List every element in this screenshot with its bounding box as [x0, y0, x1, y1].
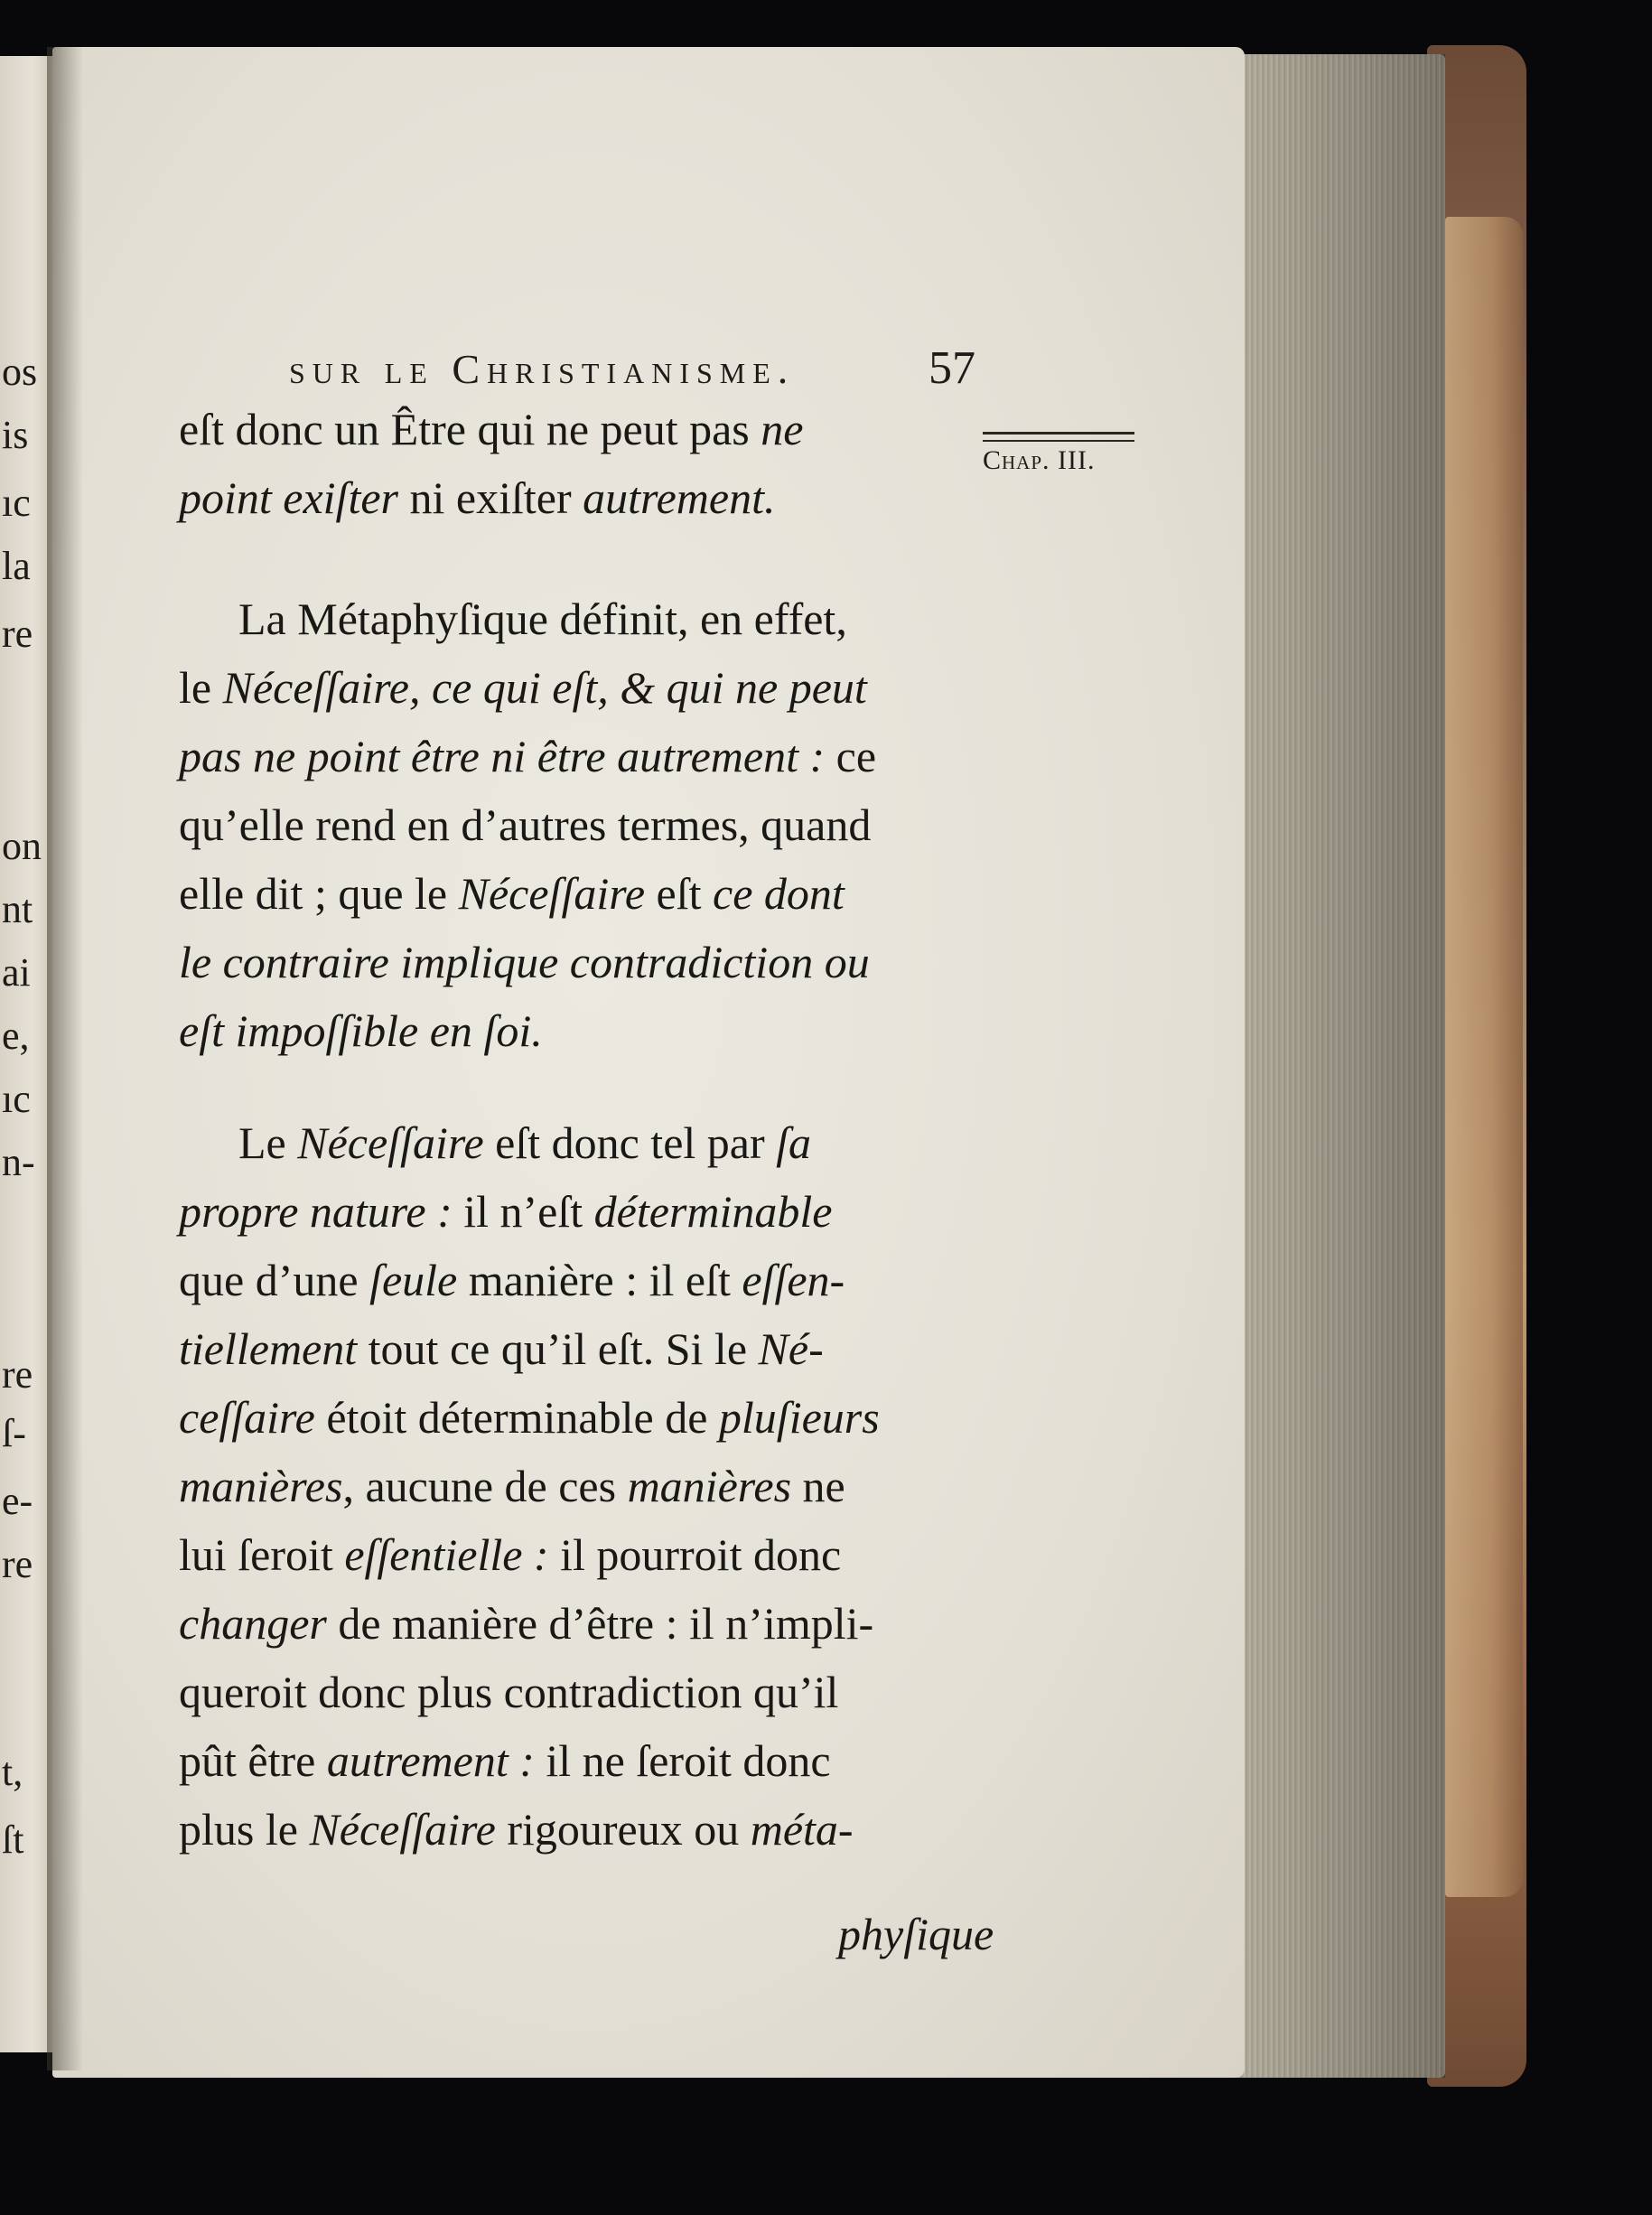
text-run: il n’eſt: [452, 1186, 594, 1237]
chapter-label: Chap. III.: [983, 445, 1096, 475]
italic-run: déterminable: [593, 1186, 833, 1237]
text-line: [238, 1108, 811, 1177]
italic-run: changer: [179, 1598, 327, 1649]
text-line: [179, 1383, 880, 1452]
text-run: Le: [238, 1117, 298, 1168]
text-line: [179, 790, 871, 859]
facing-page-fragment: ıc: [2, 481, 31, 525]
facing-page-fragment: e,: [2, 1014, 30, 1058]
book-page: [52, 47, 1245, 2078]
text-line: [179, 996, 543, 1065]
text-line: [179, 1177, 832, 1246]
facing-page-fragment: e-: [2, 1479, 33, 1523]
italic-run: eſt impoſſible en ſoi.: [179, 1005, 543, 1056]
italic-run: Né-: [758, 1323, 824, 1374]
text-run: étoit déterminable de: [314, 1392, 719, 1443]
text-run: plus le: [179, 1804, 310, 1855]
text-line: [179, 1246, 845, 1314]
text-line: [179, 653, 867, 722]
text-run: tout ce qu’il eſt. Si le: [357, 1323, 759, 1374]
text-run: que d’une: [179, 1255, 370, 1305]
page-edges: [1237, 54, 1445, 2078]
text-run: ni exiſter: [398, 472, 583, 523]
text-run: , aucune de ces: [342, 1461, 628, 1511]
italic-run: ceſſaire: [179, 1392, 315, 1443]
italic-run: ne: [761, 404, 804, 454]
facing-page-fragment: la: [2, 544, 31, 588]
margin-note: [983, 432, 1134, 476]
text-line: [179, 1452, 845, 1520]
facing-page-fragment: os: [2, 350, 38, 394]
text-run: lui ſeroit: [179, 1529, 345, 1580]
facing-page-fragment: re: [2, 1542, 33, 1586]
text-line: [179, 859, 845, 928]
italic-run: le contraire implique contradiction ou: [179, 937, 870, 987]
italic-run: propre nature :: [179, 1186, 453, 1237]
text-run: eſt: [645, 868, 714, 919]
italic-run: autrement :: [326, 1735, 535, 1786]
text-line: [179, 722, 876, 790]
italic-run: Néceſſaire, ce qui eſt, & qui ne peut: [222, 662, 867, 713]
text-run: ce: [825, 731, 877, 781]
facing-page-fragment: nt: [2, 887, 33, 931]
text-run: eſt donc un Être qui ne peut pas: [179, 404, 761, 454]
italic-run: méta-: [750, 1804, 854, 1855]
italic-run: tiellement: [179, 1323, 358, 1374]
facing-page-fragment: is: [2, 413, 29, 457]
facing-page-fragment: n-: [2, 1140, 35, 1184]
facing-page-fragment: ai: [2, 950, 31, 995]
facing-page-fragment: ıc: [2, 1077, 31, 1121]
text-line: [179, 1589, 873, 1658]
facing-page-fragment: re: [2, 1352, 33, 1397]
text-line: [179, 1658, 838, 1726]
cover-edge: [1445, 217, 1523, 1897]
italic-run: manières: [627, 1461, 792, 1511]
text-line: [238, 584, 847, 653]
text-run: eſt donc tel par: [483, 1117, 777, 1168]
text-line: [179, 928, 870, 996]
facing-page-fragment: ſt: [2, 1818, 24, 1862]
text-run: manière : il eſt: [457, 1255, 742, 1305]
running-head: [289, 342, 975, 399]
italic-run: pas ne point être ni être autrement :: [179, 731, 826, 781]
text-run: pût être: [179, 1735, 327, 1786]
facing-page-fragment: t,: [2, 1750, 23, 1794]
text-line: [179, 1314, 824, 1383]
text-run: ne: [791, 1461, 845, 1511]
facing-page-fragment: on: [2, 824, 42, 868]
text-run: de manière d’être : il n’impli-: [326, 1598, 874, 1649]
text-run: le: [179, 662, 223, 713]
running-head-title: sur le Christianisme.: [289, 346, 796, 392]
italic-run: point exiſter: [179, 472, 398, 523]
margin-rule: [983, 432, 1134, 435]
facing-page-fragment: ſ-: [2, 1411, 26, 1455]
text-line: [179, 463, 776, 532]
gutter-shadow: [47, 47, 83, 2070]
italic-run: eſſentielle :: [344, 1529, 549, 1580]
text-run: qu’elle rend en d’autres termes, quand: [179, 799, 872, 850]
text-run: il pourroit donc: [548, 1529, 842, 1580]
page-number: 57: [929, 342, 975, 394]
italic-run: Néceſſaire: [309, 1804, 496, 1855]
text-run: La Métaphyſique définit, en effet,: [238, 593, 847, 644]
text-run: rigoureux ou: [495, 1804, 751, 1855]
italic-run: ſeule: [369, 1255, 458, 1305]
text-line: [179, 1726, 831, 1795]
text-line: [179, 1520, 841, 1589]
italic-run: Néceſſaire: [297, 1117, 484, 1168]
italic-run: Néceſſaire: [458, 868, 646, 919]
italic-run: manières: [179, 1461, 343, 1511]
text-run: queroit donc plus contradiction qu’il: [179, 1667, 839, 1717]
text-run: il ne ſeroit donc: [534, 1735, 831, 1786]
italic-run: ſa: [776, 1117, 812, 1168]
facing-page: [0, 56, 54, 2052]
italic-run: pluſieurs: [718, 1392, 880, 1443]
margin-rule: [983, 440, 1134, 442]
italic-run: ce dont: [713, 868, 845, 919]
text-run: elle dit ; que le: [179, 868, 459, 919]
facing-page-fragment: re: [2, 612, 33, 656]
text-line: [179, 395, 803, 463]
text-line: [179, 1795, 854, 1864]
italic-run: autrement.: [583, 472, 776, 523]
catchword: phyſique: [838, 1909, 994, 1959]
italic-run: eſſen-: [742, 1255, 845, 1305]
